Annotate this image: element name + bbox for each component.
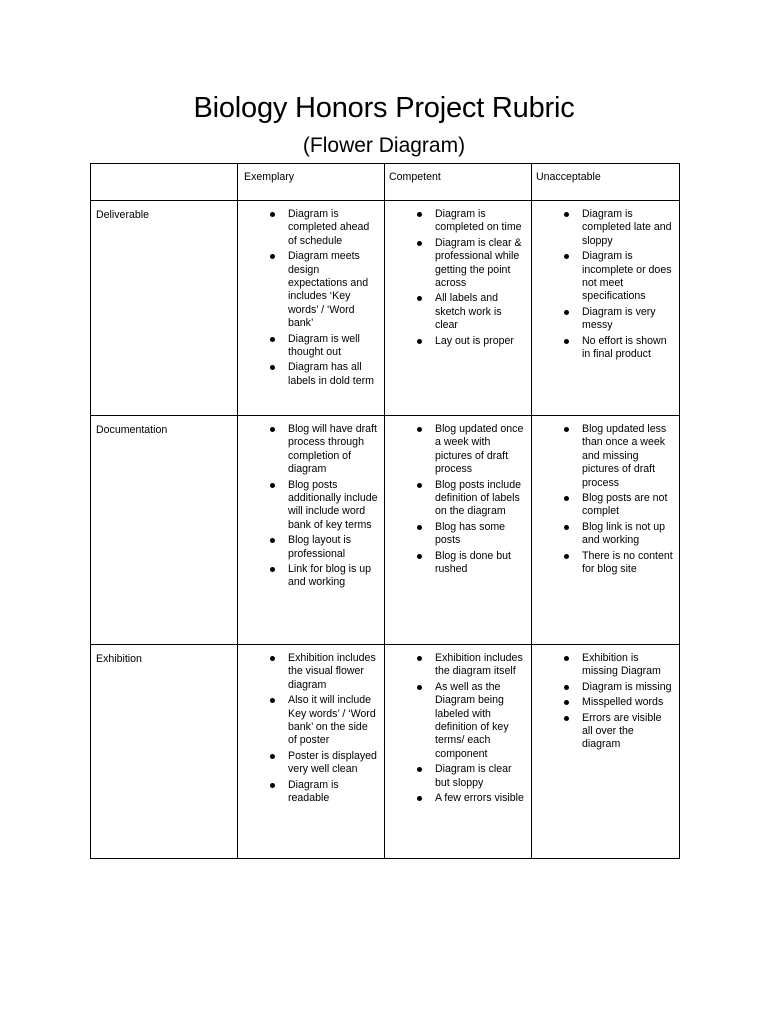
list-item: Blog updated once a week with pictures of draft process [385,423,525,477]
bullet-list [385,652,525,805]
list-item: Exhibition includes the diagram itself [385,652,525,679]
list-item: Lay out is proper [385,335,525,348]
list-item: Diagram is readable [238,779,378,806]
list-item: Poster is displayed very well clean [238,750,378,777]
list-item: Diagram meets design expectations and includes ‘Key words’ / ‘Word bank’ [238,250,378,330]
list-item: Blog posts include definition of labels on the diagram [385,479,525,519]
cell-deliverable-competent [385,201,532,416]
bullet-list [532,652,673,752]
list-item: Blog will have draft process through completion of diagram [238,423,378,477]
list-item: Blog layout is professional [238,534,378,561]
row-label-exhibition: Exhibition [91,645,238,859]
header-cell-competent: Competent [385,164,532,201]
cell-documentation-competent [385,416,532,645]
list-item: Misspelled words [532,696,673,709]
list-item: Link for blog is up and working [238,563,378,590]
cell-deliverable-exemplary [238,201,385,416]
list-item: A few errors visible [385,792,525,805]
bullet-list [532,208,673,361]
list-item: Diagram is clear but sloppy [385,763,525,790]
list-item: Diagram is completed on time [385,208,525,235]
list-item: Diagram is completed late and sloppy [532,208,673,248]
row-label-deliverable: Deliverable [91,201,238,416]
list-item: Diagram is incomplete or does not meet specifications [532,250,673,304]
header-cell-criteria [91,164,238,201]
cell-exhibition-unacceptable [532,645,680,859]
list-item: Diagram is completed ahead of schedule [238,208,378,248]
list-item: All labels and sketch work is clear [385,292,525,332]
list-item: Diagram is clear & professional while getting the point across [385,237,525,291]
list-item: Blog posts are not complet [532,492,673,519]
cell-documentation-unacceptable [532,416,680,645]
list-item: Diagram has all labels in dold term [238,361,378,388]
cell-exhibition-competent [385,645,532,859]
list-item: As well as the Diagram being labeled with definition of key terms/ each component [385,681,525,761]
bullet-list [238,423,378,590]
cell-deliverable-unacceptable [532,201,680,416]
table-row-documentation [91,416,680,645]
document-subtitle: (Flower Diagram) [302,134,466,157]
list-item: Exhibition is missing Diagram [532,652,673,679]
bullet-list [385,423,525,576]
table-row-exhibition [91,645,680,859]
list-item: Blog has some posts [385,521,525,548]
bullet-list [385,208,525,348]
cell-documentation-exemplary [238,416,385,645]
list-item: There is no content for blog site [532,550,673,577]
list-item: Blog posts additionally include will include word bank of key terms [238,479,378,533]
header-cell-unacceptable: Unacceptable [532,164,680,201]
list-item: Also it will include Key words’ / ‘Word bank’ on the side of poster [238,694,378,748]
table-row-deliverable [91,201,680,416]
list-item: Diagram is well thought out [238,333,378,360]
list-item: Diagram is missing [532,681,673,694]
header-cell-exemplary: Exemplary [238,164,385,201]
list-item: Errors are visible all over the diagram [532,712,673,752]
row-label-documentation: Documentation [91,416,238,645]
list-item: Diagram is very messy [532,306,673,333]
list-item: Blog updated less than once a week and missing pictures of draft process [532,423,673,490]
document-title: Biology Honors Project Rubric [193,92,575,124]
bullet-list [238,208,378,388]
list-item: Blog link is not up and working [532,521,673,548]
bullet-list [532,423,673,576]
list-item: Exhibition includes the visual flower diagram [238,652,378,692]
rubric-table [90,163,680,859]
list-item: No effort is shown in final product [532,335,673,362]
list-item: Blog is done but rushed [385,550,525,577]
cell-exhibition-exemplary [238,645,385,859]
table-header-row [91,164,680,201]
bullet-list [238,652,378,805]
